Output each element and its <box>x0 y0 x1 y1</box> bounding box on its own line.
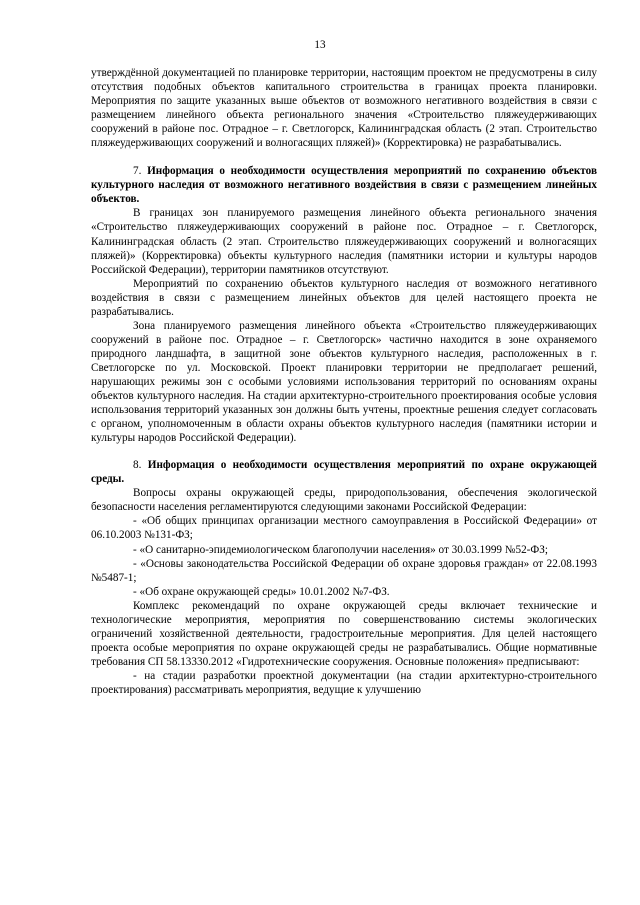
section-7-paragraph-3: Зона планируемого размещения линейного объекта «Строительство пляжеудерживающих сооружений в районе пос. Отрадное – г. Светлогорск» частично находится в зоне охраняемого природного ландшафта, в защитной зоне объектов культурного наследия, расположенных в г. Светлогорске по ул. Московской. Проект планировки территории не предполагает решений, нарушающих режимы зон с особыми условиями использования территорий по основаниям охраны объектов культурного наследия. На стадии архитектурно-строительного проектирования особые условия использования территорий указанных зон должны быть учтены, проектные решения следует согласовать с органом, уполномоченным в области охраны объектов культурного наследия (памятники истории и культуры народов Российской Федерации). <box>91 319 597 445</box>
section-8-paragraph-1: Вопросы охраны окружающей среды, природопользования, обеспечения экологической безопасности населения регламентируются следующими законами Российской Федерации: <box>91 487 597 514</box>
section-7-number: 7. <box>133 165 142 178</box>
section-8-number: 8. <box>133 459 142 472</box>
law-list-item-1: - «Об общих принципах организации местного самоуправления в Российской Федерации» от 06.10.2003 №131-ФЗ; <box>91 515 597 542</box>
paragraph-continued: утверждённой документацией по планировке территории, настоящим проектом не предусмотрены в силу отсутствия подобных объектов капитального строительства в границах проекта планировки. Мероприятия по защите указанных выше объектов от возможного негативного воздействия в связи с размещением линейного объекта регионального значения «Строительство пляжеудерживающих сооружений в районе пос. Отрадное – г. Светлогорск, Калининградская область (2 этап. Строительство пляжеудерживающих сооружений и волногасящих пляжей)» (Корректировка) не разрабатывались. <box>91 67 597 150</box>
section-8-title: Информация о необходимости осуществления мероприятий по охране окружающей среды. <box>91 459 598 486</box>
section-7-heading <box>91 164 597 206</box>
section-8-heading <box>91 458 597 486</box>
page-body <box>91 66 597 697</box>
page-number: 13 <box>314 39 326 51</box>
law-list-item-3: - «Основы законодательства Российской Федерации об охране здоровья граждан» от 22.08.1993 №5487-1; <box>91 557 597 584</box>
requirement-list-item-1: - на стадии разработки проектной документации (на стадии архитектурно-строительного проектирования) рассматривать мероприятия, ведущие к улучшению <box>91 669 597 696</box>
section-7-paragraph-2: Мероприятий по сохранению объектов культурного наследия от возможного негативного воздействия в связи с размещением линейных объектов для целей настоящего проекта не разрабатывались. <box>91 277 597 318</box>
section-8-paragraph-2: Комплекс рекомендаций по охране окружающей среды включает технические и технологические мероприятия, мероприятия по совершенствованию системы экологических ограничений хозяйственной деятельности, градостроительные мероприятия. Для целей настоящего проекта особые мероприятия по охране окружающей среды не разрабатывались. Общие нормативные требования СП 58.13330.2012 «Гидротехнические сооружения. Основные положения» предписывают: <box>91 599 597 668</box>
law-list-item-2: - «О санитарно-эпидемиологическом благополучии населения» от 30.03.1999 №52-ФЗ; <box>133 543 548 556</box>
law-list-item-4: - «Об охране окружающей среды» 10.01.2002 №7-ФЗ. <box>133 585 390 598</box>
section-7-paragraph-1: В границах зон планируемого размещения линейного объекта регионального значения «Строительство пляжеудерживающих сооружений в районе пос. Отрадное – г. Светлогорск, Калининградская область (2 этап. Строительство пляжеудерживающих сооружений и волногасящих пляжей)» (Корректировка) объекты культурного наследия (памятники истории и культуры народов Российской Федерации), территории памятников отсутствуют. <box>91 207 597 276</box>
section-7-title: Информация о необходимости осуществления мероприятий по сохранению объектов культурного наследия от возможного негативного воздействия в связи с размещением линейных объектов. <box>91 165 598 206</box>
